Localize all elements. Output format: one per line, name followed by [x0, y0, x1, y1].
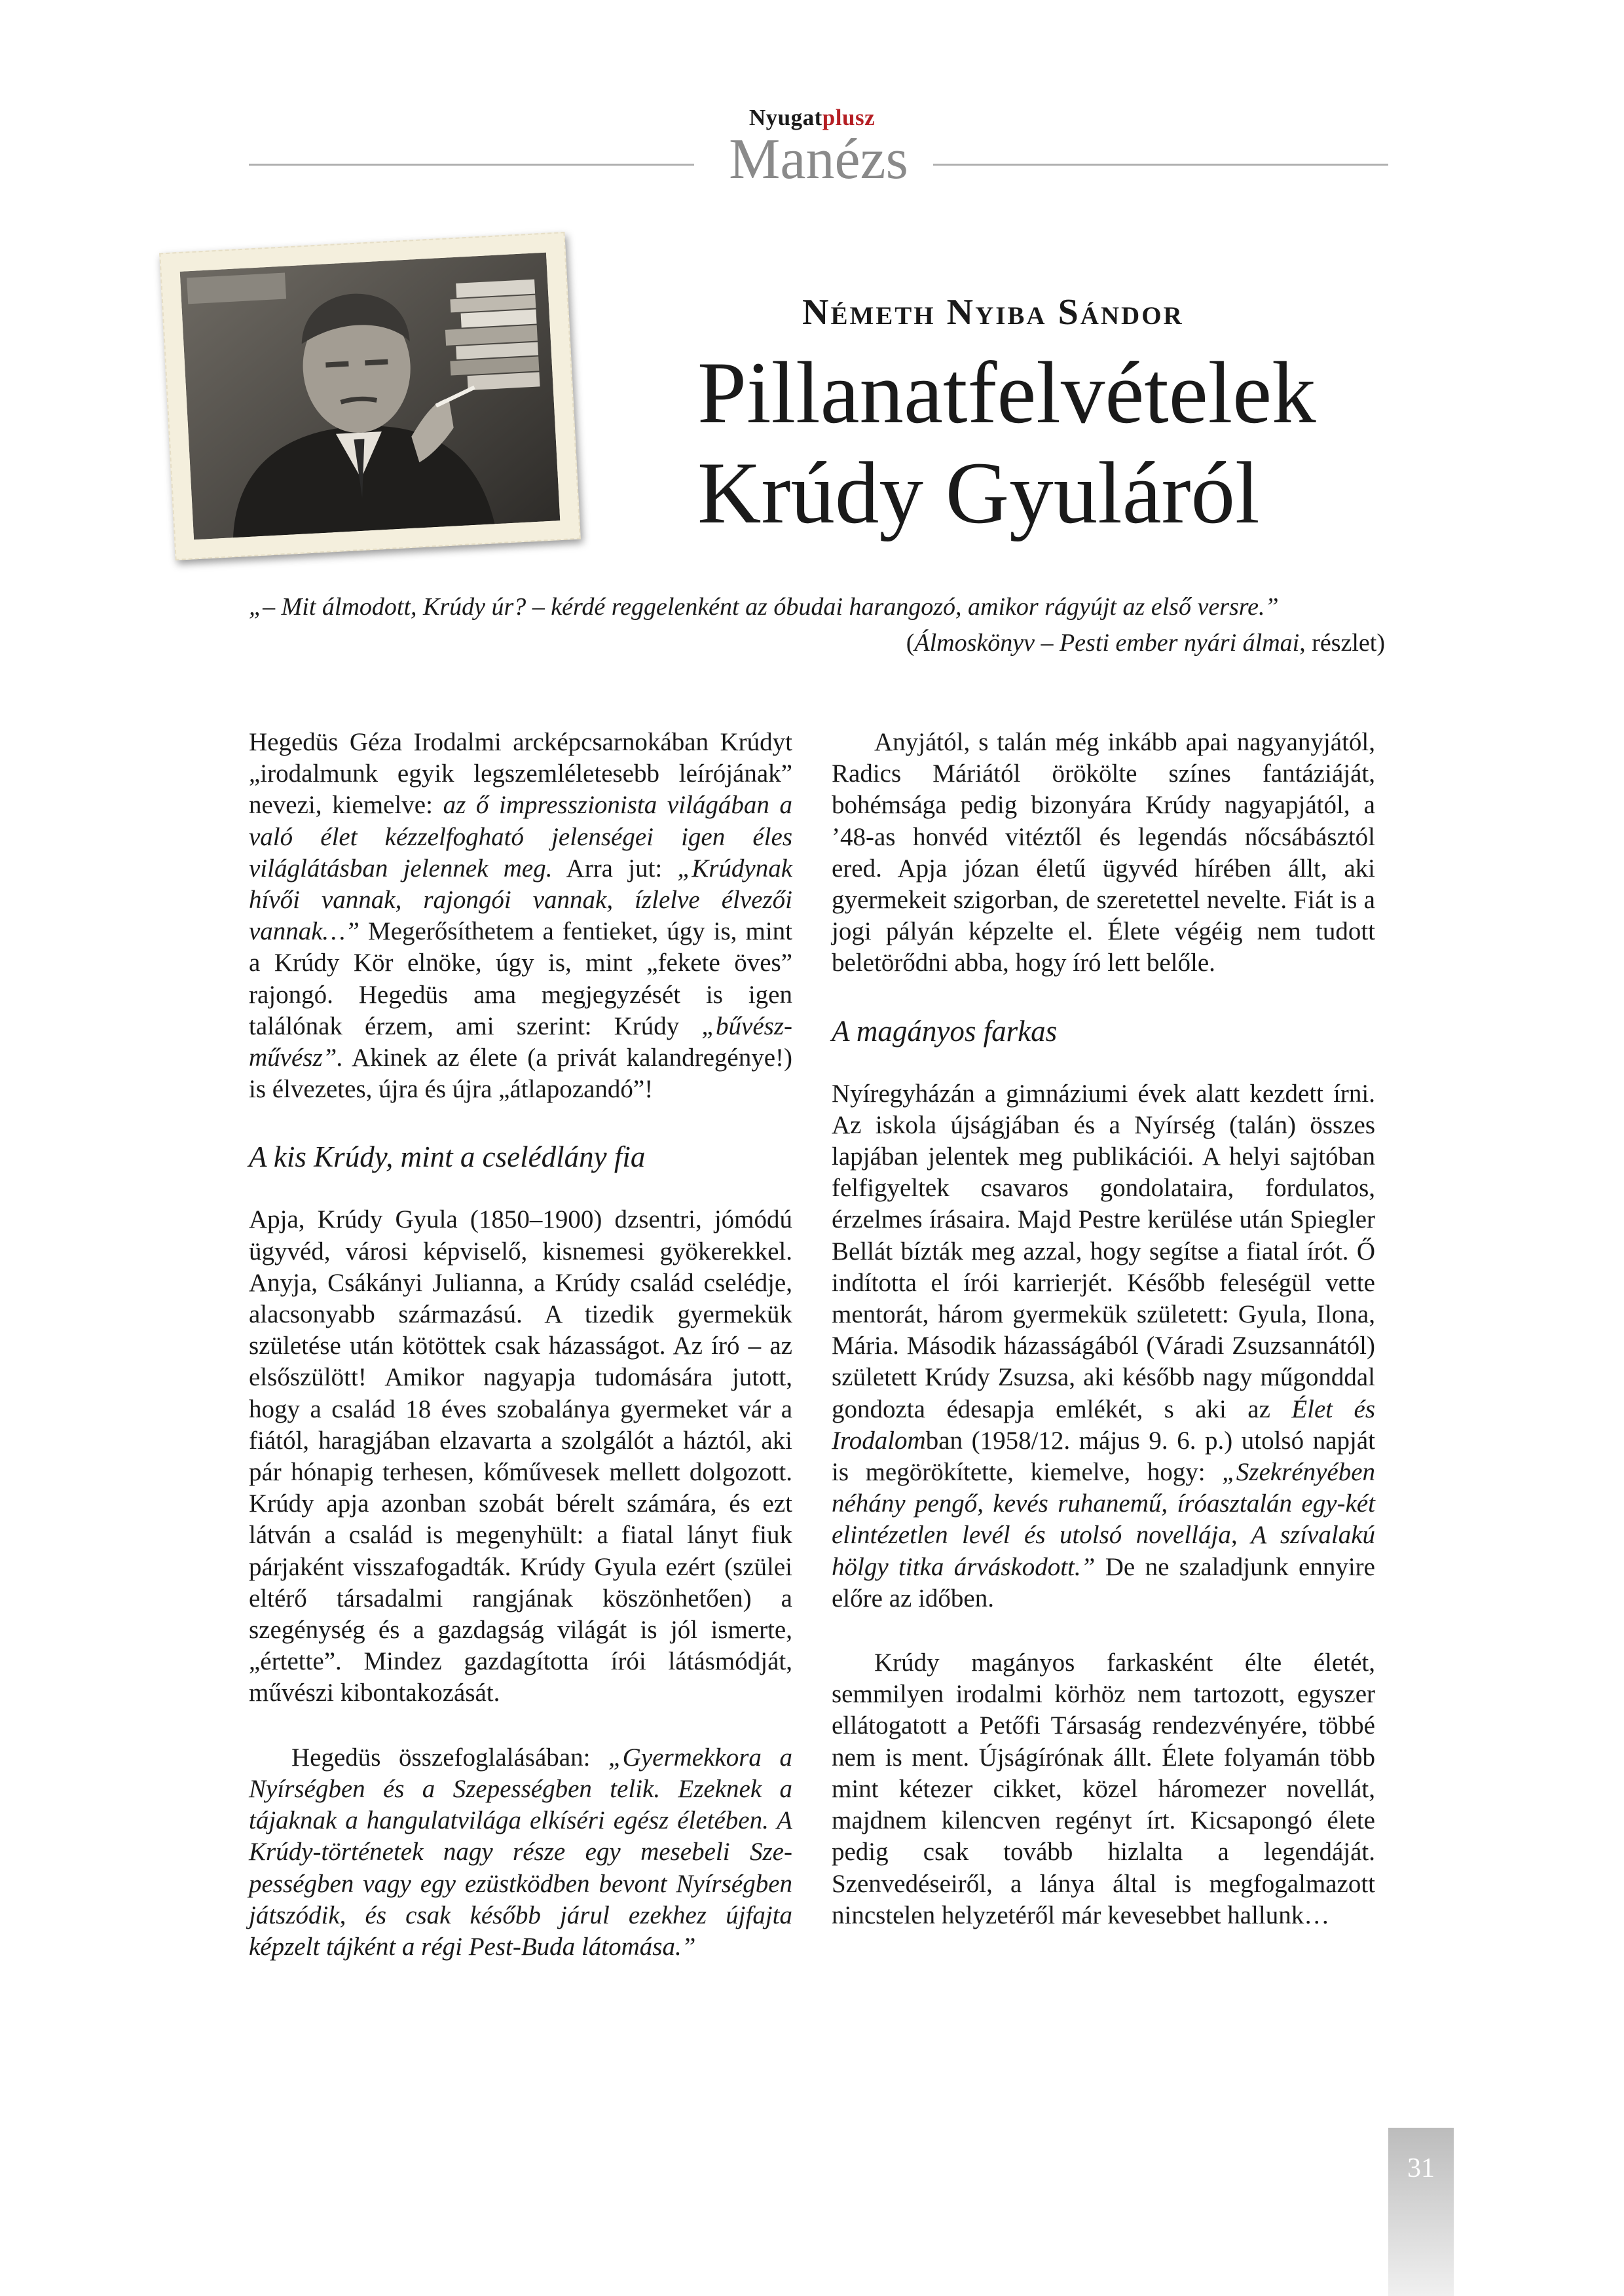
author-photo — [159, 232, 581, 560]
paragraph: Krúdy magányos farkasként élte életét, semmilyen irodalmi körhöz nem tartozott, egyszer ellátogatott a Petőfi Társaság rendezvényére, többé nem is ment. Újságírónak állt. Élete folyamán több mint kétezer cikket, közel háromezer novellát, majdnem kilencven regényt írt. Kicsapongó élete pedig csak tovább hizlalta a legendáját. Szenvedéseiről, a lánya által is megfogalmazott nincstelen helyzetéről már kevesebbet hallunk… — [832, 1649, 1375, 1929]
text-run: Hegedüs Géza Irodalmi arcképcsarnokában Krúdyt „irodalmunk egyik legszemléletesebb leírójának” nevezi, kiemelve: — [249, 728, 792, 820]
epigraph-book: Álmoskönyv – Pesti ember nyári álmai — [914, 629, 1300, 657]
paragraph-gap — [249, 1709, 792, 1742]
text-run: ban (1958/12. május 9. 6. p.) utolsó napját is megörökítette, kiemelve, hogy: — [832, 1426, 1375, 1487]
title-line-2: Krúdy Gyuláról — [697, 444, 1260, 542]
text-run: Nyíregyházán a gimnáziumi évek alatt kezdett írni. Az iskola újságjában és a Nyírség (talán) összes lapjában jelentek meg publikációi. A helyi sajtóban felfigyeltek csavaros gondolataira, fordulatos, érzelmes írásaira. Majd Pestre kerülése után Spiegler Bellát bízták meg azzal, hogy segítse a fiatal írót. Ő indította el írói karrierjét. Később feleségül vette mentorát, három gyermekük született: Gyula, Ilona, Mária. Második házasságából (Váradi Zsuzsannától) született Krúdy Zsuzsa, aki később nagy műgonddal gondozta édesapja emlékét, s aki az — [832, 1079, 1375, 1423]
subheading: A magányos farkas — [832, 1014, 1058, 1048]
page-number: 31 — [1407, 2153, 1435, 2183]
italic-run: „Gyermekkora a Nyírségben és a Szepességben telik. Ezeknek a tájaknak a hangulatvilága elkíséri egész életében. A Krúdy-történetek nagy része egy mesebeli Szepességben vagy egy ezüstködben bevont Nyírségben játszódik, és csak később járul ezekhez újfajta képzelt tájként a régi Pest-Buda látomása.” — [249, 1743, 792, 1961]
article-author: Németh Nyiba Sándor — [802, 292, 1184, 333]
paragraph: Anyjától, s talán még inkább apai nagyanyjától, Radics Máriától örökölte színes fantáziáját, bohémsága pedig bizonyára Krúdy nagyapjától, a ’48-as honvéd vitéztől és legendás nőcsábásztól ered. Apja józan életű ügyvéd hírében állt, aki gyermekeit szigorban, de szeretettel nevelte. Fiát is a jogi pályán képzelte el. Élete végéig nem tudott beletörődni abba, hogy író lett belőle. — [832, 728, 1375, 977]
masthead-prefix: Nyugat — [748, 105, 822, 130]
paragraph — [249, 1742, 792, 1963]
italic-run: az ő impresszionista világában a való élet kézzelfogható jelenségei igen éles világlátásban jelennek meg. — [249, 791, 792, 883]
paragraph — [832, 1078, 1375, 1614]
masthead-suffix: plusz — [822, 105, 876, 130]
italic-run: „Krúdynak hívői vannak, rajongói vannak, ízlelve élvezői vannak…” — [249, 854, 792, 946]
paragraph-gap — [832, 1614, 1375, 1647]
masthead — [0, 105, 1624, 131]
epigraph-tail: , részlet) — [1299, 629, 1385, 657]
title-line-1: Pillanatfelvételek — [697, 344, 1316, 442]
text-run: Hegedüs összefoglalásában: — [291, 1743, 608, 1772]
epigraph-paren: ( — [906, 629, 915, 657]
article-title — [697, 344, 1418, 543]
epigraph — [249, 589, 1385, 661]
text-run: Arra jut: — [552, 854, 678, 883]
portrait-image — [180, 253, 561, 540]
epigraph-source — [249, 625, 1385, 661]
page-number-tab — [1388, 2128, 1454, 2296]
italic-run: „bűvész-művész”. — [249, 1011, 792, 1072]
italic-run: Élet és Irodalom — [832, 1394, 1375, 1455]
paragraph — [249, 727, 792, 1105]
text-run: De ne szaladjunk ennyire előre az időben. — [832, 1552, 1375, 1613]
section-header — [249, 128, 1388, 191]
section-title: Manézs — [729, 128, 908, 191]
paragraph: Apja, Krúdy Gyula (1850–1900) dzsentri, jómódú ügyvéd, városi képviselő, kisnemesi gyökerekkel. Anyja, Csákányi Julianna, a Krúdy család cselédje, alacsonyabb származású. A tizedik gyermekük születése után kötöttek csak házasságot. Az író – az elsőszülött! Amikor nagyapja tudomására jutott, hogy a család 18 éves szobalánya gyermeket vár a fiától, haragjában elzavarta a szolgálót a háztól, aki pár hónapig terhesen, kőművesek mellett dolgozott. Krúdy apja azonban szobát bérelt számára, és ezt látván a család is megenyhült: a fiatal lányt fiuk párjaként visszafogadták. Krúdy Gyula ezért (szülei eltérő társadalmi rangjának köszönhetően) a szegénység és a gazdagság világát is jól ismerte, „értette”. Mindez gazdagította írói látásmódját, művészi kibontakozását. — [249, 1205, 792, 1707]
column-right — [832, 727, 1375, 1931]
text-run: Megerősíthetem a fentieket, úgy is, mint a Krúdy Kör elnöke, úgy is, mint „fekete öves” rajongó. Hegedüs ama megjegyzését is igen találónak érzem, ami szerint: Krúdy — [249, 917, 792, 1040]
epigraph-quote: „– Mit álmodott, Krúdy úr? – kérdé reggelenként az óbudai harangozó, amikor rágyújt az első versre.” — [249, 593, 1279, 621]
column-left — [249, 727, 792, 1963]
subheading: A kis Krúdy, mint a cselédlány fia — [249, 1140, 646, 1174]
italic-run: „Szekrényében néhány pengő, kevés ruhanemű, íróasztalán egy-két elintézetlen levél és utolsó novellája, A szívalakú hölgy titka árváskodott.” — [832, 1458, 1375, 1581]
text-run: Akinek az élete (a privát kalandregénye!) is élvezetes, újra és újra „átlapozandó”! — [249, 1044, 792, 1104]
